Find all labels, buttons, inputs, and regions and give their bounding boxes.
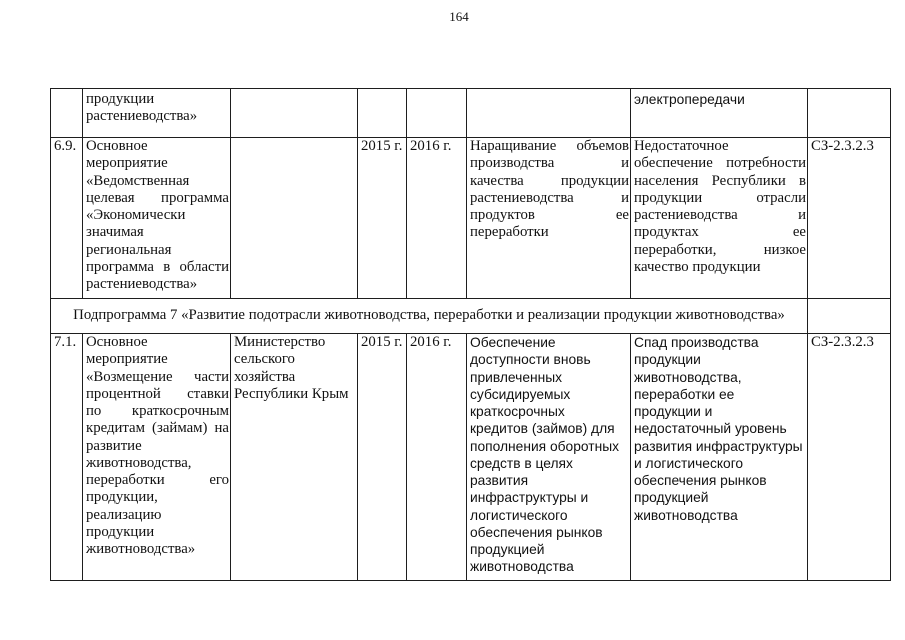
activity-name-line: растениеводства» xyxy=(86,276,198,292)
indicator-code: СЗ-2.3.2.3 xyxy=(811,138,874,154)
activity-name-line: животноводства, xyxy=(86,454,192,471)
cell-consequences xyxy=(631,89,808,138)
expected-result-line: привлеченных xyxy=(470,369,563,385)
cell-indicator xyxy=(808,89,891,138)
activity-name-line: значимая xyxy=(86,224,144,241)
consequences-line: и логистического xyxy=(634,455,744,471)
expected-result-line: логистического xyxy=(470,507,568,523)
consequences-line: переработки ее xyxy=(634,386,735,402)
activity-name-line: переработки его xyxy=(86,472,229,488)
activity-name-line: «Экономически xyxy=(86,207,186,223)
expected-result-line: средств в целях xyxy=(470,455,573,471)
consequences-line: качество продукции xyxy=(634,258,761,275)
consequences-line: переработки, низкое xyxy=(634,241,806,258)
consequences-line: Спад производства xyxy=(634,335,759,350)
cell-activity-name xyxy=(83,334,231,581)
expected-result-line: доступности вновь xyxy=(470,352,591,368)
activity-name-line: продукции xyxy=(86,91,155,107)
cell-expected-result xyxy=(467,138,631,299)
activity-name-line: кредитам (займам) на xyxy=(86,420,229,437)
cell-indicator xyxy=(808,299,891,334)
table-row xyxy=(51,138,891,299)
activity-name-line: «Ведомственная xyxy=(86,172,190,189)
end-year: 2016 г. xyxy=(410,138,452,154)
program-activities-table xyxy=(50,88,891,581)
cell-start-year xyxy=(358,138,407,299)
expected-result-line: растениеводства и xyxy=(470,189,629,206)
activity-name-line: мероприятие xyxy=(86,155,168,172)
cell-start-year xyxy=(358,89,407,138)
page-number: 164 xyxy=(449,9,469,24)
cell-responsible xyxy=(231,89,358,138)
item-number: 6.9. xyxy=(54,138,77,154)
expected-result-line: продуктов ее xyxy=(470,207,629,223)
consequences-line: населения Республики в xyxy=(634,172,806,189)
table-row xyxy=(51,299,891,334)
consequences-line: Недостаточное xyxy=(634,138,729,154)
activity-name-line: мероприятие xyxy=(86,351,168,368)
activity-name-line: продукции, xyxy=(86,489,158,506)
activity-name-line: региональная xyxy=(86,241,172,258)
consequences-line: развития инфраструктуры xyxy=(634,438,803,454)
activity-name-line: процентной ставки xyxy=(86,385,229,402)
consequences-line: продукции и xyxy=(634,404,713,419)
expected-result-line: Обеспечение xyxy=(470,335,556,350)
cell-expected-result xyxy=(467,334,631,581)
expected-result-line: субсидируемых xyxy=(470,386,571,402)
cell-responsible xyxy=(231,334,358,581)
consequences-line: продукцией xyxy=(634,490,709,506)
responsible-line: Республики Крым xyxy=(234,385,349,402)
indicator-code: СЗ-2.3.2.3 xyxy=(811,334,874,350)
table-row xyxy=(51,334,891,581)
cell-end-year xyxy=(407,89,467,138)
consequences-line: недостаточный уровень xyxy=(634,421,787,437)
activity-name-line: растениеводства» xyxy=(86,108,198,125)
end-year: 2016 г. xyxy=(410,334,452,350)
activity-name-line: продукции xyxy=(86,523,155,540)
expected-result-line: инфраструктуры и xyxy=(470,490,589,506)
consequences-line: обеспечение потребности xyxy=(634,155,806,172)
consequences-line: животноводства xyxy=(634,507,738,523)
expected-result-line: продукцией xyxy=(470,542,545,557)
activity-name-line: «Возмещение части xyxy=(86,368,229,385)
activity-name-line: реализацию xyxy=(86,506,162,523)
activity-name-line: Основное xyxy=(86,138,148,154)
expected-result-line: краткосрочных xyxy=(470,404,565,419)
cell-end-year xyxy=(407,138,467,299)
expected-result-line: обеспечения рынков xyxy=(470,524,603,540)
cell-number xyxy=(51,334,83,581)
cell-start-year xyxy=(358,334,407,581)
responsible-line: сельского xyxy=(234,351,295,368)
table-row xyxy=(51,89,891,138)
consequences-line: растениеводства и xyxy=(634,207,806,223)
cell-number xyxy=(51,138,83,299)
cell-end-year xyxy=(407,334,467,581)
activity-name-line: развитие xyxy=(86,437,142,454)
subprogram-heading: Подпрограмма 7 «Развитие подотрасли животноводства, переработки и реализации продукции животноводства» xyxy=(51,299,808,334)
cell-number xyxy=(51,89,83,138)
expected-result-line: животноводства xyxy=(470,559,574,575)
start-year: 2015 г. xyxy=(361,138,403,154)
start-year: 2015 г. xyxy=(361,334,403,350)
cell-indicator xyxy=(808,334,891,581)
expected-result-line: Наращивание объемов xyxy=(470,138,629,154)
cell-activity-name xyxy=(83,89,231,138)
activity-name-line: программа в области xyxy=(86,258,229,275)
activity-name-line: целевая программа xyxy=(86,189,229,206)
cell-consequences xyxy=(631,138,808,299)
cell-responsible xyxy=(231,138,358,299)
consequences-line: продукции xyxy=(634,352,701,368)
consequences-line: продукции отрасли xyxy=(634,189,806,206)
cell-consequences xyxy=(631,334,808,581)
consequences-line: обеспечения рынков xyxy=(634,473,767,488)
consequences-line: продуктах ее xyxy=(634,224,806,241)
cell-expected-result xyxy=(467,89,631,138)
expected-result-line: развития xyxy=(470,473,529,488)
responsible-line: хозяйства xyxy=(234,368,296,385)
responsible-line: Министерство xyxy=(234,334,326,350)
expected-result-line: кредитов (займов) для xyxy=(470,421,615,437)
expected-result-line: переработки xyxy=(470,224,549,241)
activity-name-line: животноводства» xyxy=(86,541,196,557)
activity-name-line: по краткосрочным xyxy=(86,403,229,419)
expected-result-line: качества продукции xyxy=(470,172,629,189)
cell-activity-name xyxy=(83,138,231,299)
expected-result-line: пополнения оборотных xyxy=(470,438,620,454)
expected-result-line: производства и xyxy=(470,155,629,172)
cell-indicator xyxy=(808,138,891,299)
consequences-line: электропередачи xyxy=(634,92,745,107)
activity-name-line: Основное xyxy=(86,334,148,350)
item-number: 7.1. xyxy=(54,334,77,350)
consequences-line: животноводства, xyxy=(634,369,742,385)
